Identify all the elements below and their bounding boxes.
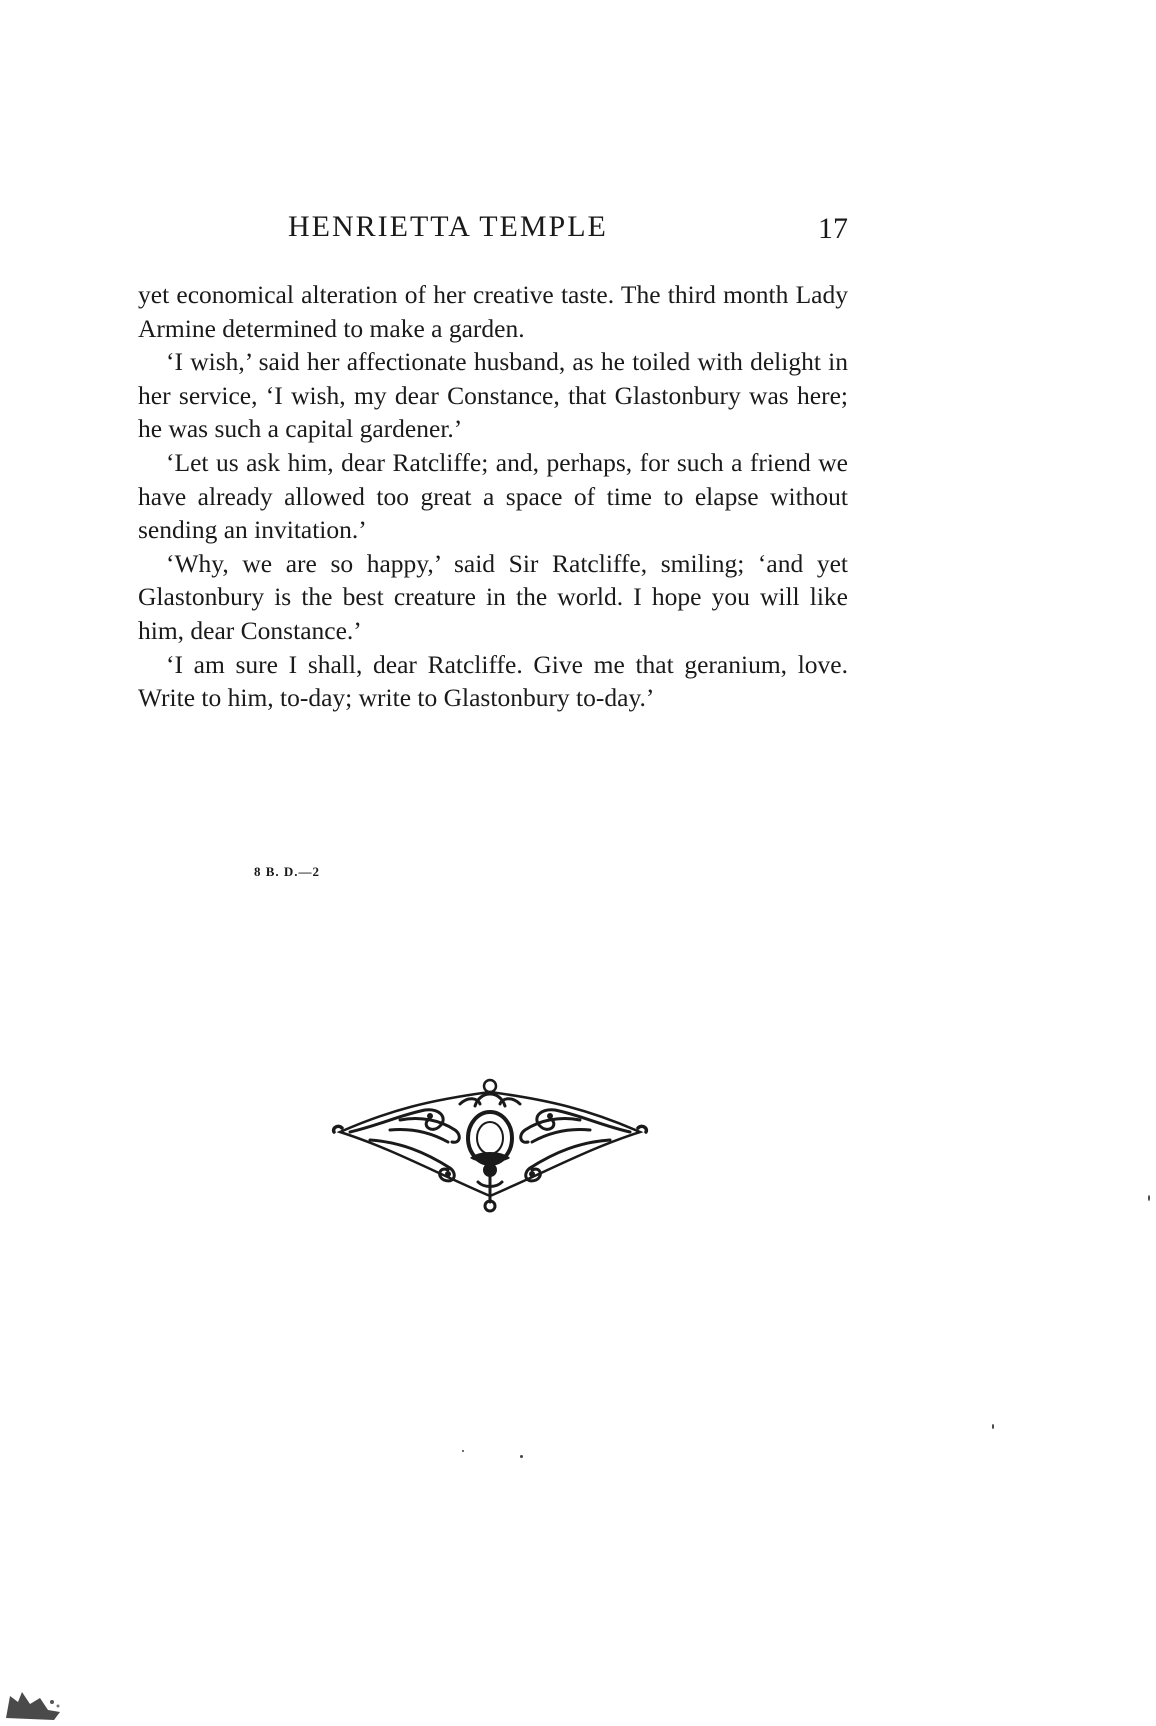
paragraph: ‘Let us ask him, dear Ratcliffe; and, perhaps, for such a friend we have already allowed too great a space of time to elapse without sending an invitation.’ bbox=[138, 447, 848, 545]
page-number: 17 bbox=[818, 212, 848, 245]
running-head bbox=[138, 210, 848, 250]
paragraph: ‘I wish,’ said her affectionate husband, as he toiled with delight in her service, ‘I wish, my dear Constance, that Glastonbury was here; he was such a capital gardener.’ bbox=[138, 347, 848, 444]
running-title: HENRIETTA TEMPLE bbox=[288, 210, 608, 243]
paragraph: yet economical alteration of her creative taste. The third month Lady Armine determined to make a garden. bbox=[138, 280, 848, 343]
tailpiece-ornament-icon bbox=[330, 1070, 650, 1218]
paper-speck bbox=[462, 1450, 464, 1452]
paper-speck bbox=[520, 1455, 523, 1458]
paragraph: ‘Why, we are so happy,’ said Sir Ratcliffe, smiling; ‘and yet Glastonbury is the best creature in the world. I hope you will like him, dear Constance.’ bbox=[138, 548, 848, 645]
signature-mark: 8 B. D.—2 bbox=[254, 864, 321, 879]
paper-speck bbox=[1148, 1195, 1150, 1201]
body-text bbox=[138, 278, 848, 715]
paper-speck bbox=[992, 1424, 994, 1429]
corner-smudge-icon bbox=[4, 1688, 64, 1722]
paragraph: ‘I am sure I shall, dear Ratcliffe. Give me that geranium, love. Write to him, to-day; write to Glastonbury to-day.’ bbox=[138, 649, 848, 713]
